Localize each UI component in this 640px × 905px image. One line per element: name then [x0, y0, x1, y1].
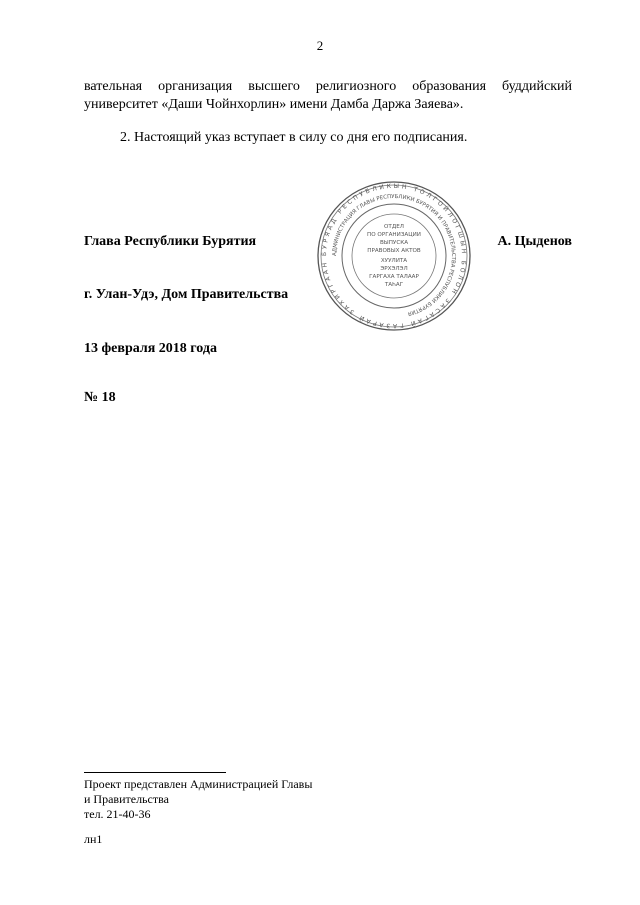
- footnote-phone: тел. 21-40-36: [84, 807, 151, 821]
- body-paragraph-2: 2. Настоящий указ вступает в силу со дня его подписания.: [120, 130, 468, 145]
- paragraph-1-line-2: университет «Даши Чойнхорлин» имени Дамба Даржа Заяева».: [84, 97, 464, 112]
- body-paragraph-1: [84, 78, 572, 114]
- signer-name: А. Цыденов: [497, 234, 572, 249]
- seal-outer-text: БУРЯАД РЕСПУБЛИКЫН ТОЛГОЙЛОГШЫН БОЛОН ЗАСАГАЙ ГАЗАРАЙ ЗАХИРГААН: [320, 182, 468, 330]
- footnote-code: лн1: [84, 832, 103, 846]
- footnote-line-2: и Правительства: [84, 792, 169, 806]
- seal-center-line-3: ВЫПУСКА: [379, 240, 409, 246]
- signer-title: Глава Республики Бурятия: [84, 234, 257, 249]
- page-number: 2: [316, 38, 324, 53]
- decree-date: 13 февраля 2018 года: [84, 341, 217, 356]
- official-seal: [316, 180, 472, 332]
- seal-center-line-8: ТАҺАГ: [384, 282, 404, 288]
- seal-center-line-5: ХУУЛИТА: [380, 258, 408, 264]
- seal-center-line-1: ОТДЕЛ: [384, 224, 404, 230]
- seal-center-line-6: ЭРХЭЛЭЛ: [380, 266, 408, 272]
- paragraph-1-line-1: вательная организация высшего религиозного образования буддийский: [84, 79, 572, 94]
- seal-center-line-4: ПРАВОВЫХ АКТОВ: [367, 248, 421, 254]
- footnote-divider: [84, 772, 226, 773]
- place-of-signing: г. Улан-Удэ, Дом Правительства: [84, 287, 289, 302]
- seal-center-line-2: ПО ОРГАНИЗАЦИИ: [367, 232, 421, 238]
- footnote-line-1: Проект представлен Администрацией Главы: [84, 777, 313, 791]
- seal-inner-text: АДМИНИСТРАЦИЯ ГЛАВЫ РЕСПУБЛИКИ БУРЯТИЯ И ПРАВИТЕЛЬСТВА РЕСПУБЛИКИ БУРЯТИЯ: [331, 193, 457, 317]
- decree-number: № 18: [84, 390, 116, 405]
- seal-center-line-7: ГАРГАХА ТАЛААР: [369, 274, 419, 280]
